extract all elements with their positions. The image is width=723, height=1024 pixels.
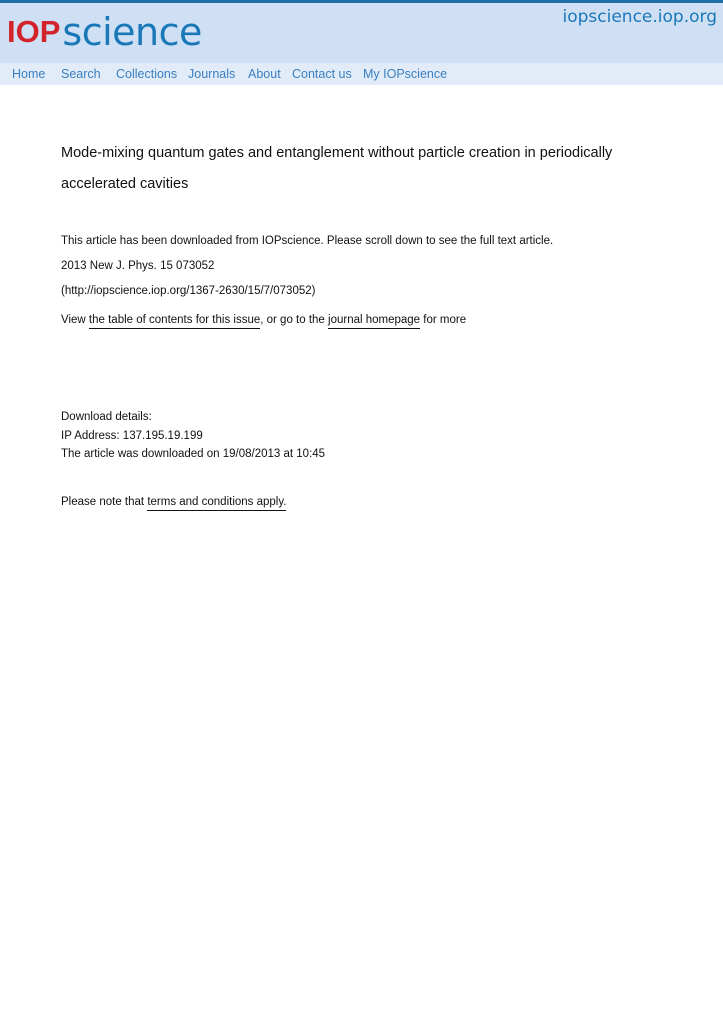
nav-home[interactable]: Home — [12, 67, 46, 81]
terms-link[interactable]: terms and conditions apply. — [147, 496, 286, 511]
download-notice: This article has been downloaded from IOPscience. Please scroll down to see the full text article. — [61, 235, 554, 247]
toc-link[interactable]: the table of contents for this issue — [89, 314, 260, 329]
download-details-heading: Download details: — [61, 411, 152, 423]
view-links-line — [61, 314, 466, 326]
main-navigation — [0, 63, 723, 85]
article-citation: 2013 New J. Phys. 15 073052 — [61, 260, 215, 272]
iopscience-logo[interactable] — [7, 5, 202, 54]
nav-my-iopscience[interactable]: My IOPscience — [363, 67, 448, 81]
nav-search[interactable]: Search — [61, 67, 101, 81]
nav-collections[interactable]: Collections — [116, 67, 178, 81]
site-url-link[interactable]: iopscience.iop.org — [562, 7, 717, 27]
view-prefix: View — [61, 314, 89, 326]
view-suffix: for more — [420, 314, 467, 326]
nav-about[interactable]: About — [248, 67, 281, 81]
article-url: (http://iopscience.iop.org/1367-2630/15/7/073052) — [61, 285, 316, 297]
logo-science-text: science — [62, 10, 202, 54]
logo-iop-text: IOP — [7, 14, 61, 49]
journal-homepage-link[interactable]: journal homepage — [328, 314, 420, 329]
nav-contact-us[interactable]: Contact us — [292, 67, 352, 81]
terms-prefix: Please note that — [61, 496, 148, 508]
terms-line — [61, 496, 286, 508]
ip-address: IP Address: 137.195.19.199 — [61, 430, 203, 442]
article-title: Mode-mixing quantum gates and entanglement without particle creation in periodically accelerated cavities — [61, 145, 613, 192]
view-middle: , or go to the — [260, 314, 329, 326]
nav-journals[interactable]: Journals — [188, 67, 236, 81]
site-header — [0, 3, 723, 63]
downloaded-on: The article was downloaded on 19/08/2013 at 10:45 — [61, 448, 326, 460]
